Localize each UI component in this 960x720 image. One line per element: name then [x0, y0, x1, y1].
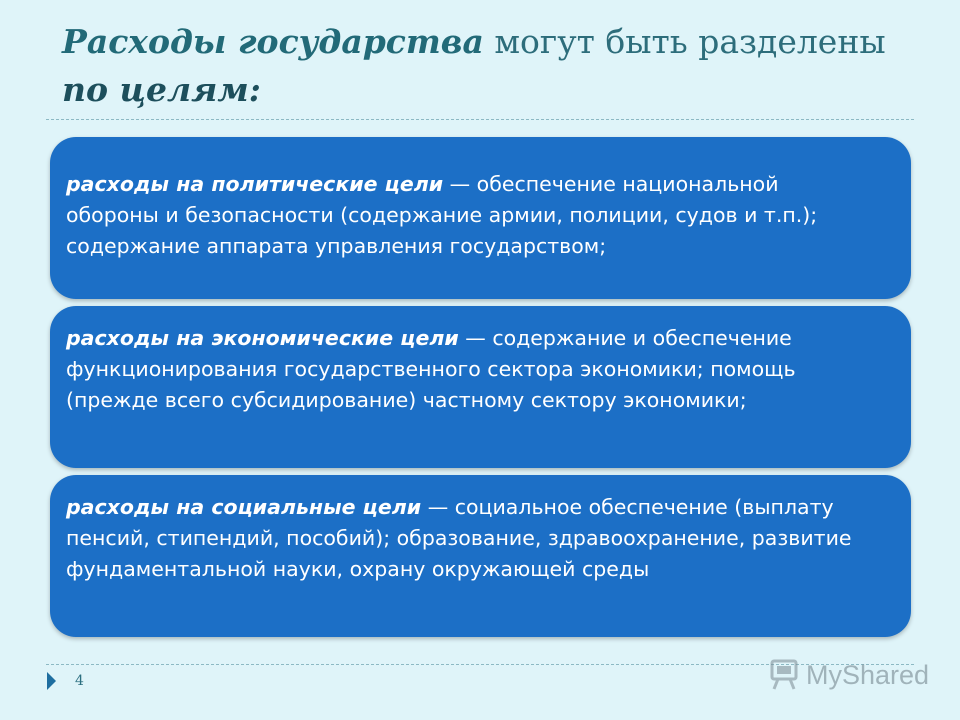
card-text	[66, 306, 871, 416]
card-text	[66, 137, 871, 262]
card-lead: расходы на экономические цели	[66, 326, 459, 350]
card-lead: расходы на социальные цели	[66, 495, 422, 519]
slide-title	[62, 18, 922, 114]
card-body: — содержание и обеспечение функционирования государственного сектора экономики; помощь (прежде всего субсидирование) частному сектору экономики;	[66, 326, 796, 412]
card-body: — социальное обеспечение (выплату пенсий, стипендий, пособий); образование, здравоохранение, развитие фундаментальной науки, охрану окружающей среды	[66, 495, 852, 581]
card-lead: расходы на политические цели	[66, 172, 444, 196]
title-colon: :	[248, 70, 261, 109]
card-political-expenses	[50, 137, 911, 299]
title-emphasis-goals: по целям	[62, 70, 249, 109]
watermark-text: MyShared	[806, 659, 930, 690]
card-economic-expenses	[50, 306, 911, 468]
watermark	[768, 655, 929, 695]
page-number: 4	[75, 673, 84, 689]
card-social-expenses	[50, 475, 911, 637]
presentation-board-icon	[768, 659, 800, 691]
title-emphasis: Расходы государства	[62, 22, 484, 61]
title-text: могут быть разделены	[483, 22, 886, 61]
title-divider	[46, 119, 914, 120]
card-text	[66, 475, 871, 585]
chevron-right-icon	[47, 672, 56, 690]
card-body: — обеспечение национальной обороны и безопасности (содержание армии, полиции, судов и т.п.); содержание аппарата управления государством;	[66, 172, 818, 258]
